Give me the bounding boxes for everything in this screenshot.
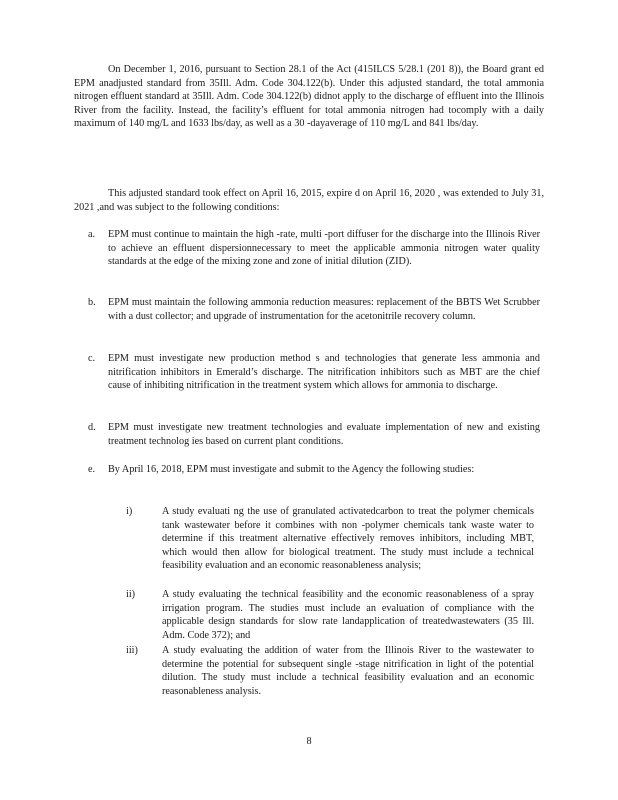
condition-text: By April 16, 2018, EPM must investigate and submit to the Agency the following studies: — [108, 464, 475, 475]
list-marker: a. — [88, 229, 96, 240]
condition-text: EPM must continue to maintain the high -rate, multi -port diffuser for the discharge into the Illinois River to achieve an effluent dispersionnecessary to meet the applicable ammonia nitrogen water quality standards at the edge of the mixing zone and zone of initial dilution (ZID). — [108, 229, 540, 268]
study-text: A study evaluati ng the use of granulated activatedcarbon to treat the polymer chemicals tank wastewater before it combines with non -polymer chemicals tank waste water to determine if this treatment alternative effectively removes inhibitors, including MBT, which would then allow for biological treatment. The study must include a technical feasibility evaluation and an economic reasonableness analysis; — [162, 506, 534, 572]
paragraph-adjusted-standard-grant: On December 1, 2016, pursuant to Section 28.1 of the Act (415ILCS 5/28.1 (201 8)), the Board grant ed EPM anadjusted standard from 35Ill. Adm. Code 304.122(b). Under this adjusted standard, the total ammonia nitrogen effluent standard at 35Ill. Adm. Code 304.122(b) didnot apply to the discharge of effluent into the Illinois River from the facility. Instead, the facility’s effluent for total ammonia nitrogen had tocomply with a daily maximum of 140 mg/L and 1633 lbs/day, as well as a 30 -dayaverage of 110 mg/L and 841 lbs/day. — [74, 64, 544, 130]
list-marker: iii) — [126, 645, 138, 656]
list-marker: b. — [88, 297, 96, 308]
condition-item-b — [88, 296, 540, 323]
study-item-ii — [126, 588, 534, 642]
list-marker: d. — [88, 422, 96, 433]
condition-text: EPM must investigate new production method s and technologies that generate less ammonia and nitrification inhibitors in Emerald’s discharge. The nitrification inhibitors such as MBT are the chief cause of inhibiting nitrification in the treatment system which allows for ammonia to discharge. — [108, 353, 540, 392]
page-number: 8 — [306, 736, 312, 747]
study-text: A study evaluating the technical feasibility and the economic reasonableness of a spray irrigation program. The studies must include an evaluation of compliance with the applicable design standards for slow rate landapplication of treatedwastewaters (35 Ill. Adm. Code 372); and — [162, 589, 534, 641]
list-marker: c. — [88, 353, 96, 364]
study-item-i — [126, 505, 534, 573]
condition-item-c — [88, 352, 540, 393]
paragraph-adjusted-standard-conditions: This adjusted standard took effect on April 16, 2015, expire d on April 16, 2020 , was extended to July 31, 2021 ,and was subject to the following conditions: — [74, 188, 544, 213]
study-item-iii — [126, 644, 534, 698]
list-marker: e. — [88, 464, 96, 475]
condition-item-d — [88, 421, 540, 448]
list-marker: i) — [126, 506, 133, 517]
condition-text: EPM must maintain the following ammonia reduction measures: replacement of the BBTS Wet Scrubber with a dust collector; and upgrade of instrumentation for the acetonitrile recovery column. — [108, 297, 540, 322]
list-marker: ii) — [126, 589, 136, 600]
condition-item-a — [88, 228, 540, 269]
condition-text: EPM must investigate new treatment technologies and evaluate implementation of new and existing treatment technolog ies based on current plant conditions. — [108, 422, 540, 447]
condition-item-e — [88, 463, 540, 477]
study-text: A study evaluating the addition of water from the Illinois River to the wastewater to determine the potential for subsequent single -stage nitrification in light of the potential dilution. The study must include a technical feasibility evaluation and an economic reasonableness analysis. — [162, 645, 534, 697]
